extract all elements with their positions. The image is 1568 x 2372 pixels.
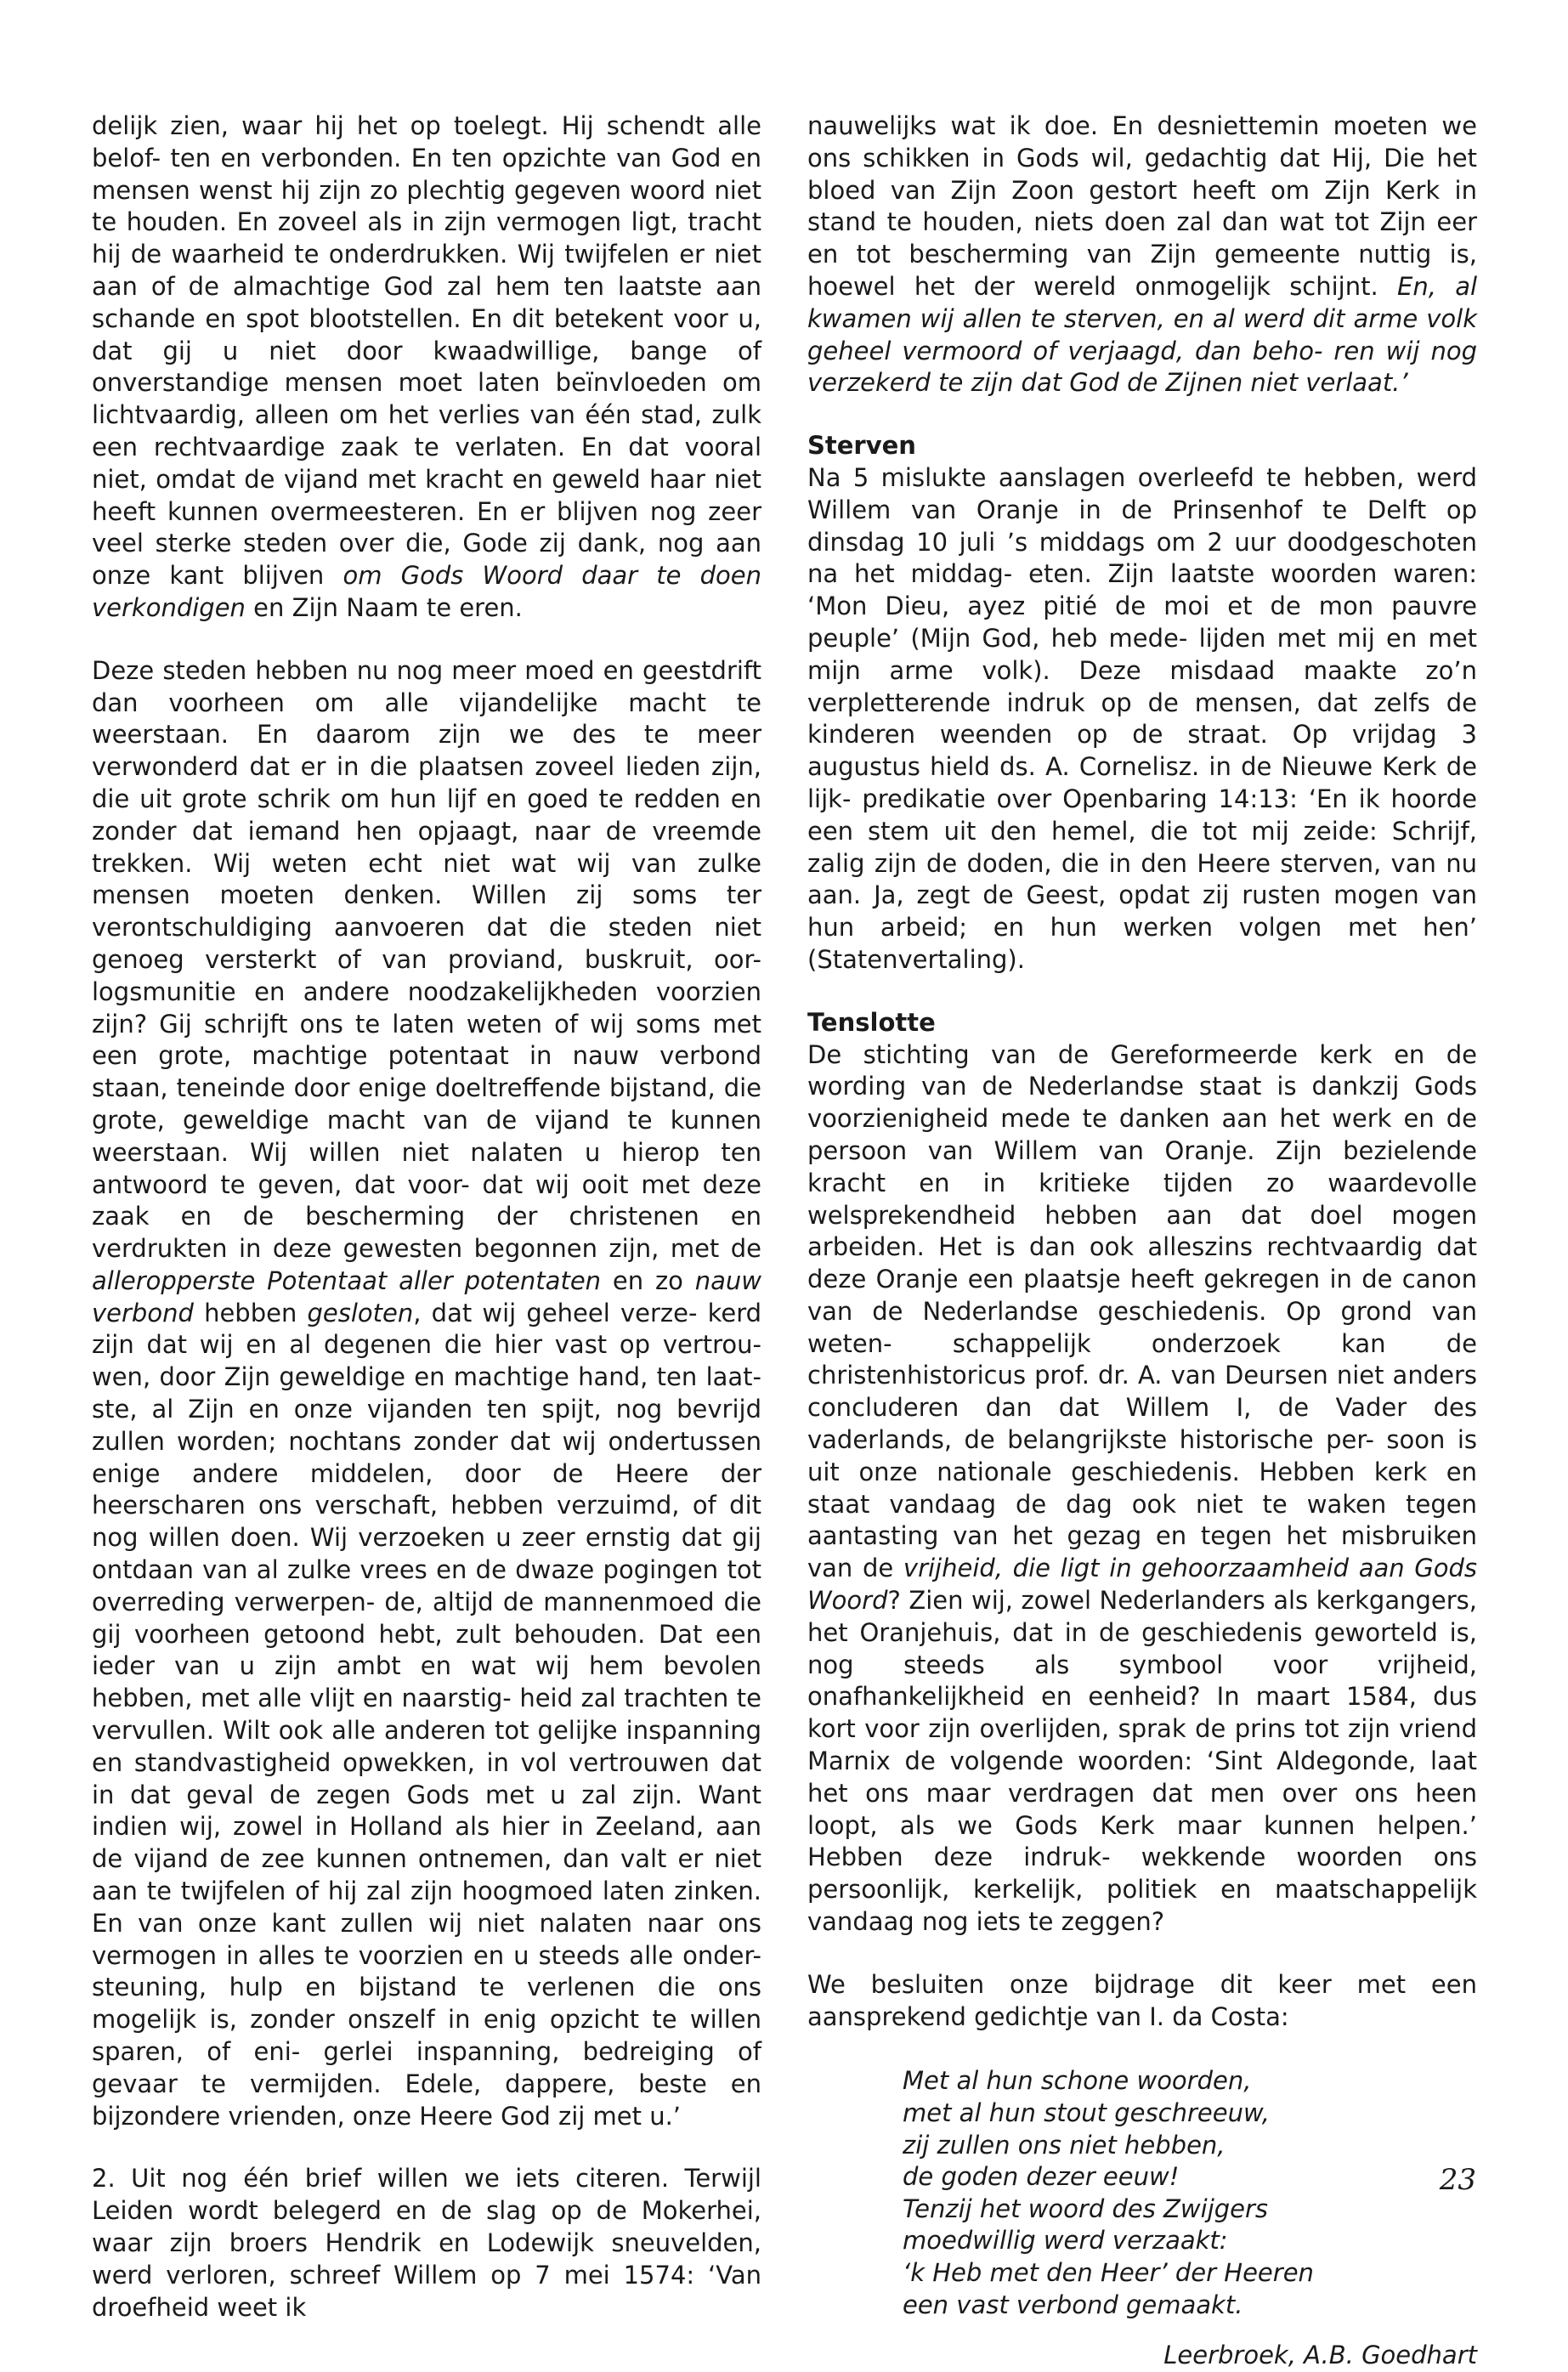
poem-line: de goden dezer eeuw! xyxy=(903,2162,1180,2192)
poem-line: met al hun stout geschreeuw, xyxy=(903,2098,1271,2128)
paragraph-letter-end: nauwelijks wat ik doe. En desniettemin moeten we ons schikken in Gods wil, gedachtig dat Hij, Die het bloed van Zijn Zoon gestort heeft om Zijn Kerk in stand te houden, niets doen zal dan wat tot Zijn eer en tot bescherming van Zijn gemeente nuttig is, hoewel het der wereld onmogelijk schijnt. En, al kwamen wij allen te sterven, en al werd dit arme volk geheel vermoord of verjaagd, dan beho- ren wij nog verzekerd te zijn dat God de Zijnen niet verlaat.’ xyxy=(807,111,1478,398)
poem-line: ‘k Heb met den Heer’ der Heeren xyxy=(903,2257,1314,2287)
paragraph-letter-continuation: delijk zien, waar hij het op toelegt. Hij schendt alle belof- ten en verbonden. En ten opzichte van God en mensen wenst hij zijn zo plechtig gegeven woord niet te houden. En zoveel als in zijn vermogen ligt, tracht hij de waarheid te onderdrukken. Wij twijfelen er niet aan of de almachtige God zal hem ten laatste aan schande en spot blootstellen. En dit betekent voor u, dat gij u niet door kwaadwillige, bange of onverstandige mensen moet laten beïnvloeden om lichtvaardig, alleen om het verlies van één stad, zulk een rechtvaardige zaak te verlaten. En dat vooral niet, omdat de vijand met kracht en geweld haar niet heeft kunnen overmeesteren. En er blijven nog zeer veel sterke steden over die, Gode zij dank, nog aan onze kant blijven om Gods Woord daar te doen verkondigen en Zijn Naam te eren. xyxy=(92,111,761,622)
poem-line: Met al hun schone woorden, xyxy=(903,2066,1252,2096)
section-heading-sterven: Sterven xyxy=(807,431,916,461)
poem-line: moedwillig werd verzaakt: xyxy=(903,2226,1228,2256)
italic-phrase: om Gods Woord daar te doen verkondigen xyxy=(92,561,761,622)
italic-phrase: gesloten xyxy=(307,1298,414,1328)
italic-phrase: vrijheid, die ligt in gehoorzaamheid aan Gods Woord xyxy=(807,1554,1478,1616)
italic-phrase: nauw verbond xyxy=(92,1265,762,1328)
poem-line: Tenzij het woord des Zwijgers xyxy=(903,2194,1269,2223)
paragraph-cities: Deze steden hebben nu nog meer moed en geestdrift dan voorheen om alle vijandelijke macht te weerstaan. En daarom zijn we des te meer verwonderd dat er in die plaatsen zoveel lieden zijn, die uit grote schrik om hun lijf en goed te redden en zonder dat iemand hen opjaagt, naar de vreemde trekken. Wij weten echt niet wat wij van zulke mensen moeten denken. Willen zij soms ter verontschuldiging aanvoeren dat die steden niet genoeg versterkt of van proviand, buskruit, oor- logsmunitie en andere noodzakelijkheden voorzien zijn? Gij schrijft ons te laten weten of wij soms met een grote, machtige potentaat in nauw verbond staan, teneinde door enige doeltreffende bijstand, die grote, geweldige macht van de vijand te kunnen weerstaan. Wij willen niet nalaten u hierop ten antwoord te geven, dat voor- dat wij ooit met deze zaak en de bescherming der christenen en verdrukten in deze gewesten begonnen zijn, met de alleropperste Potentaat aller potentaten en zo nauw verbond hebben gesloten, dat wij geheel verze- kerd zijn dat wij en al degenen die hier vast op vertrou- wen, door Zijn geweldige en machtige hand, ten laat- ste, al Zijn en onze vijanden ten spijt, nog bevrijd zullen worden; nochtans zonder dat wij ondertussen enige andere middelen, door de Heere der heerscharen ons verschaft, hebben verzuimd, of dit nog willen doen. Wij verzoeken u zeer ernstig dat gij ontdaan van al zulke vrees en de dwaze pogingen tot overreding verwerpen- de, altijd de mannenmoed die gij voorheen getoond hebt, zult behouden. Dat een ieder van u zijn ambt en wat wij hem bevolen hebben, met alle vlijt en naarstig- heid zal trachten te vervullen. Wilt ook alle anderen tot gelijke inspanning en standvastigheid opwekken, in vol vertrouwen dat in dat geval de zegen Gods met u zal zijn. Want indien wij, zowel in Holland als hier in Zeeland, aan de vijand de zee kunnen ontnemen, dan valt er niet aan te twijfelen of hij zal zijn hoogmoed laten zinken. En van onze kant zullen wij niet nalaten naar ons vermogen in alles te voorzien en u steeds alle onder- steuning, hulp en bijstand te verlenen die ons mogelijk is, zonder onszelf in enig opzicht te willen sparen, of eni- gerlei inspanning, bedreiging of gevaar te vermijden. Edele, dappere, beste en bijzondere vrienden, onze Heere God zij met u.’ xyxy=(92,655,762,2131)
page-number: 23 xyxy=(1439,2163,1476,2197)
poem-line: een vast verbond gemaakt. xyxy=(903,2290,1243,2319)
left-column xyxy=(92,110,761,2324)
poem-line: zij zullen ons niet hebben, xyxy=(903,2130,1226,2160)
paragraph-sterven: Na 5 mislukte aanslagen overleefd te hebben, werd Willem van Oranje in de Prinsenhof te Delft op dinsdag 10 juli ’s middags om 2 uur doodgeschoten na het middag- eten. Zijn laatste woorden waren: ‘Mon Dieu, ayez pitié de moi et de mon pauvre peuple’ (Mijn God, heb mede- lijden met mij en met mijn arme volk). Deze misdaad maakte zo’n verpletterende indruk op de mensen, dat zelfs de kinderen weenden op de straat. Op vrijdag 3 augustus hield ds. A. Cornelisz. in de Nieuwe Kerk de lijk- predikatie over Openbaring 14:13: ‘En ik hoorde een stem uit den hemel, die tot mij zeide: Schrijf, zalig zijn de doden, die in den Heere sterven, van nu aan. Ja, zegt de Geest, opdat zij rusten mogen van hun arbeid; en hun werken volgen met hen’ (Statenvertaling). xyxy=(807,462,1477,974)
poem xyxy=(903,2065,1477,2321)
italic-phrase: alleropperste Potentaat aller potentaten xyxy=(92,1265,602,1295)
paragraph-tenslotte: De stichting van de Gereformeerde kerk en de wording van de Nederlandse staat is dankzij Gods voorzienigheid mede te danken aan het werk en de persoon van Willem van Oranje. Zijn bezielende kracht en in kritieke tijden zo waardevolle welsprekendheid hebben aan dat doel mogen arbeiden. Het is dan ook alleszins rechtvaardig dat deze Oranje een plaatsje heeft gekregen in de canon van de Nederlandse geschiedenis. Op grond van weten- schappelijk onderzoek kan de christenhistoricus prof. dr. A. van Deursen niet anders concluderen dan dat Willem I, de Vader des vaderlands, de belangrijkste historische per- soon is uit onze nationale geschiedenis. Hebben kerk en staat vandaag de dag ook niet te waken tegen aantasting van het gezag en tegen het misbruiken van de vrijheid, die ligt in gehoorzaamheid aan Gods Woord? Zien wij, zowel Nederlanders als kerkgangers, het Oranjehuis, dat in de geschiedenis geworteld is, nog steeds als symbool voor vrijheid, onafhankelijkheid en eenheid? In maart 1584, dus kort voor zijn overlijden, sprak de prins tot zijn vriend Marnix de volgende woorden: ‘Sint Aldegonde, laat het ons maar verdragen dat men over ons heen loopt, als we Gods Kerk maar kunnen helpen.’ Hebben deze indruk- wekkende woorden ons persoonlijk, kerkelijk, politiek en maatschappelijk vandaag nog iets te zeggen? xyxy=(807,1039,1478,1937)
author-signature: Leerbroek, A.B. Goedhart xyxy=(1163,2341,1477,2370)
italic-quote: En, al kwamen wij allen te sterven, en al werd dit arme volk geheel vermoord of verjaagd, dan beho- ren wij nog verzekerd te zijn dat God de Zijnen niet verlaat.’ xyxy=(807,271,1478,398)
right-column xyxy=(807,110,1477,2372)
paragraph-besluit: We besluiten onze bijdrage dit keer met een aansprekend gedichtje van I. da Costa: xyxy=(807,1969,1477,2031)
section-heading-tenslotte: Tenslotte xyxy=(807,1007,936,1037)
paragraph-second-letter: 2. Uit nog één brief willen we iets citeren. Terwijl Leiden wordt belegerd en de slag op de Mokerhei, waar zijn broers Hendrik en Lodewijk sneuvelden, werd verloren, schreef Willem op 7 mei 1574: ‘Van droefheid weet ik xyxy=(92,2164,761,2322)
